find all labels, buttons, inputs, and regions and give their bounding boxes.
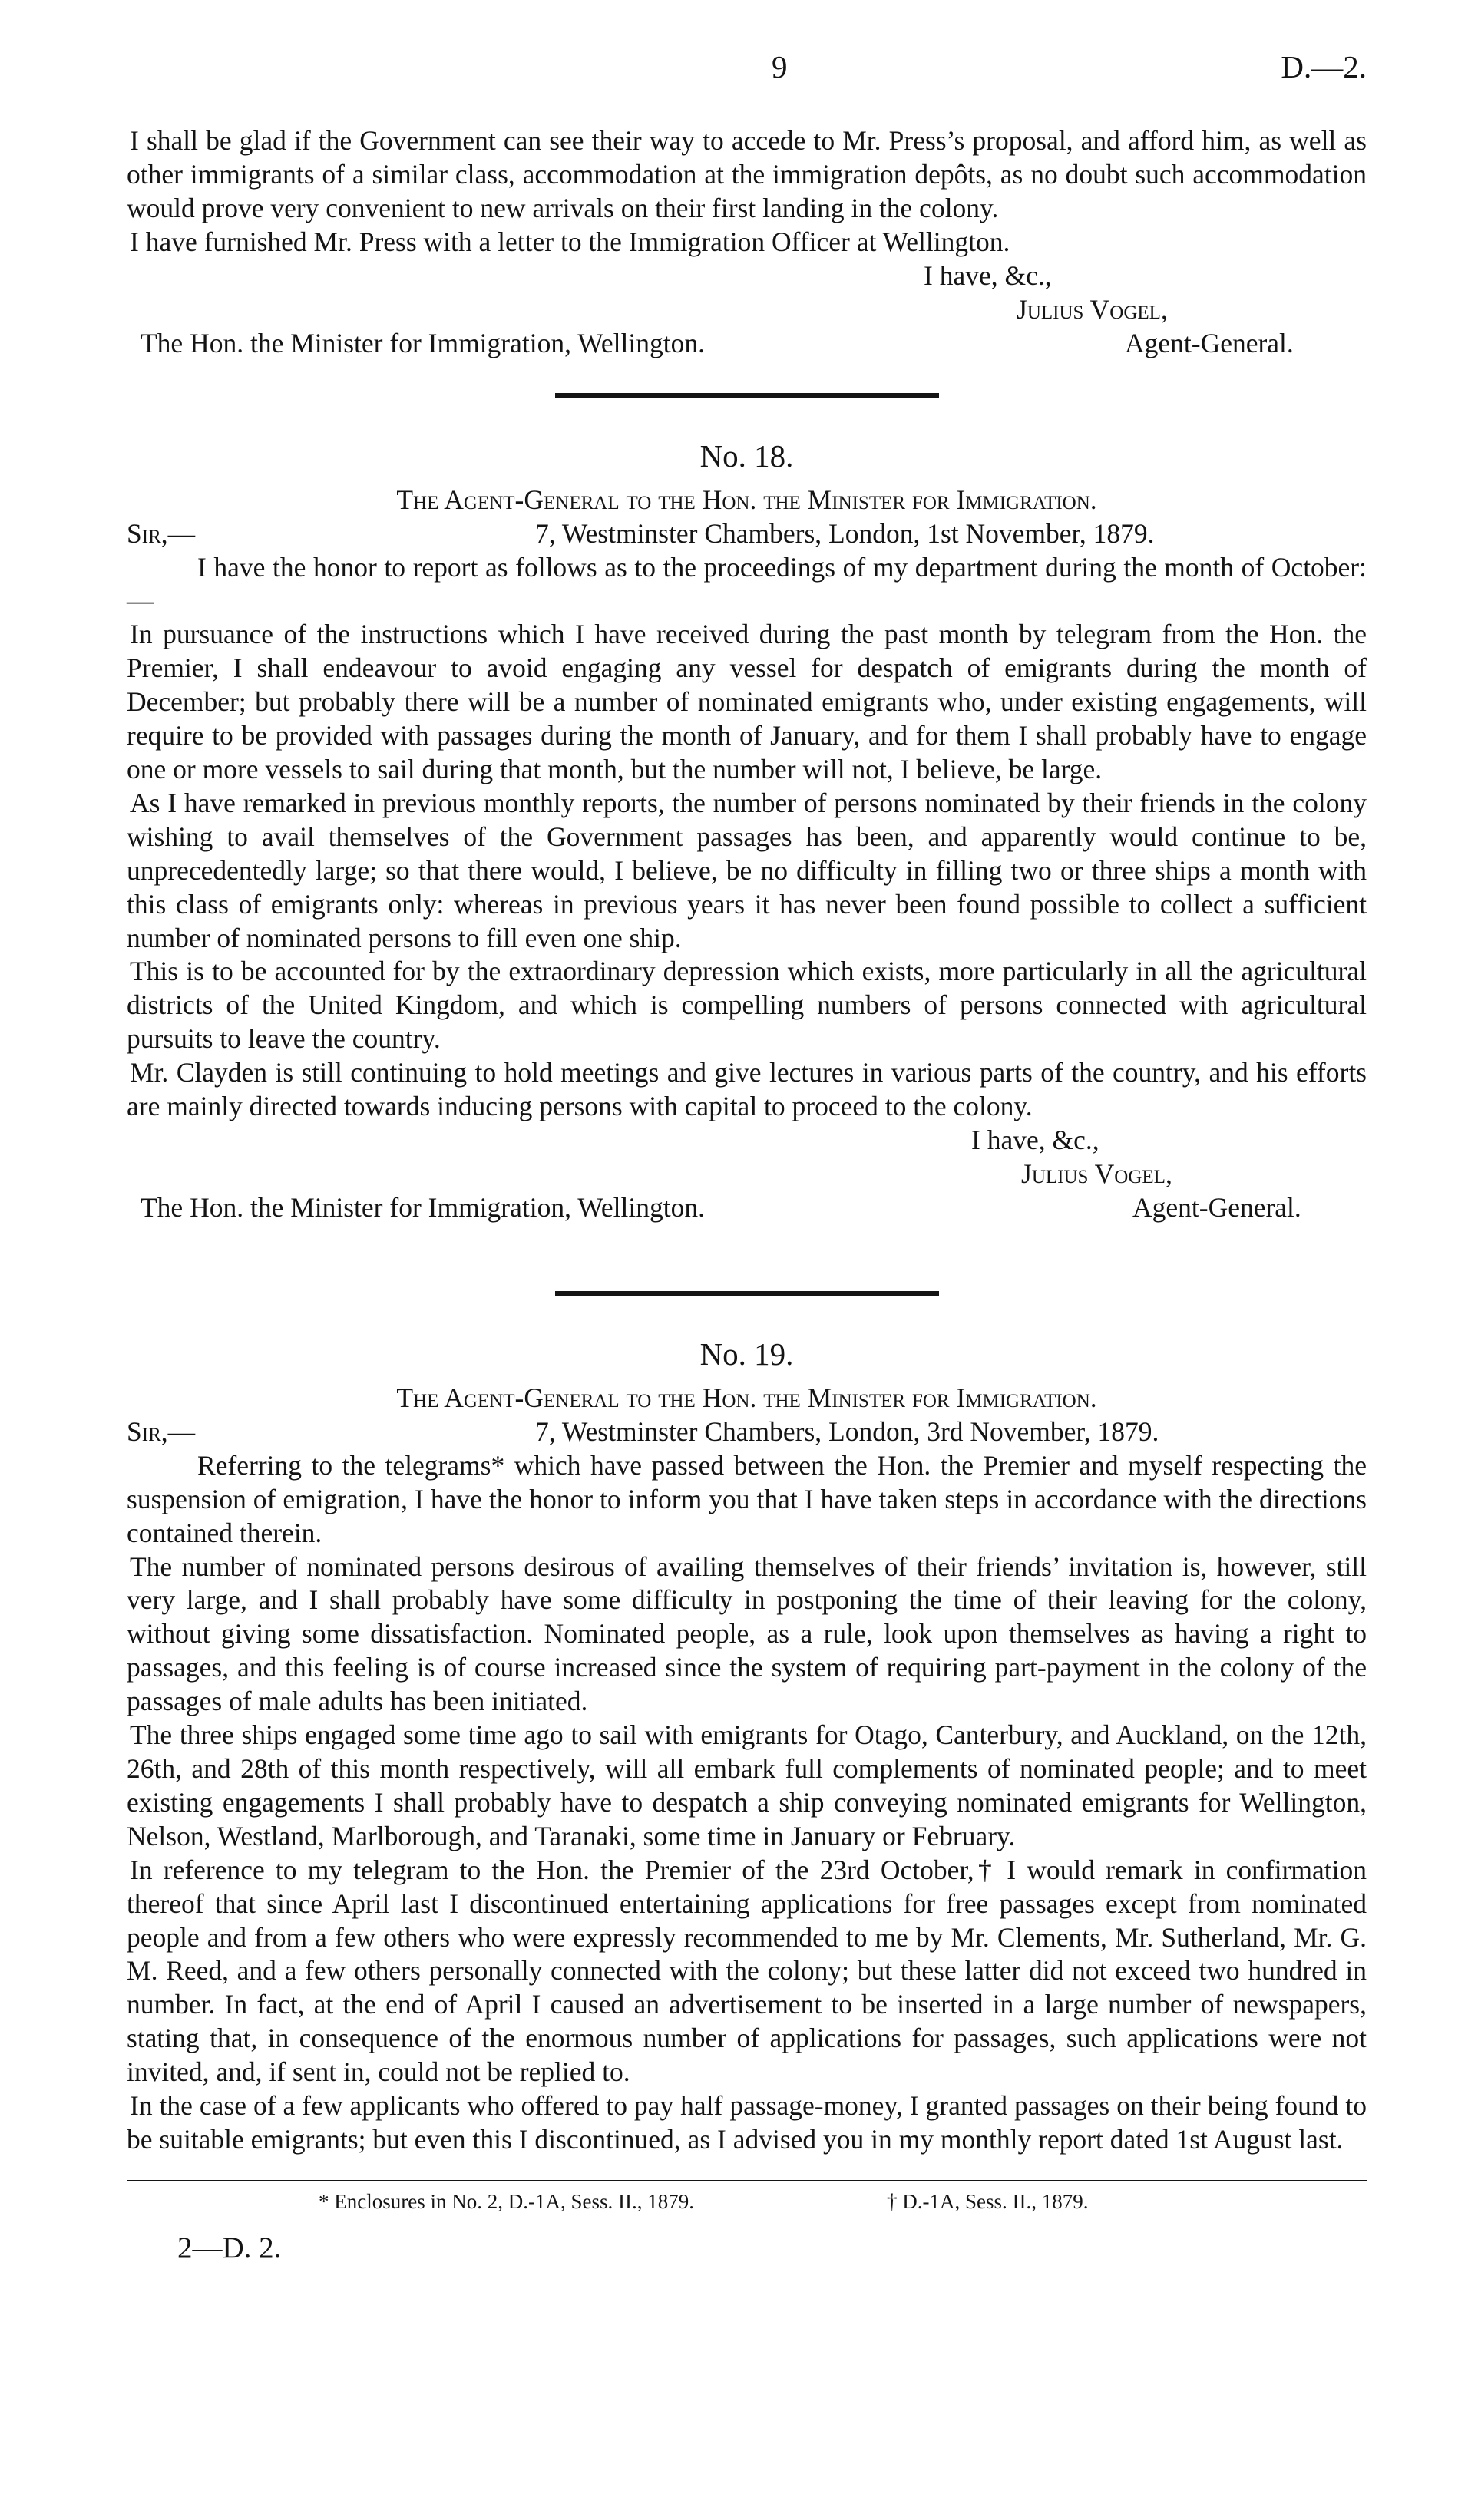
paragraph: As I have remarked in previous monthly reports, the number of persons nominated by their friends in the colony wishing to avail themselves of the Government passages has been, and apparently would continue to be, unprecedentedly large; so that there would, I believe, be no difficulty in filling two or three ships a month with this class of emigrants only: whereas in previous years it has never been found possible to collect a sufficient number of nominated persons to fill even one ship. [127, 787, 1367, 953]
paragraph: In pursuance of the instructions which I have received during the past month by telegram from the Hon. the Premier, I shall endeavour to avoid engaging any vessel for despatch of emigrants during the month of December; but probably there will be a number of nominated emigrants who, under existing engagements, will require to be provided with passages during the month of January, and for them I shall probably have to engage one or more vessels to sail during that month, but the number will not, I believe, be large. [127, 619, 1367, 784]
page-header [127, 51, 1367, 91]
letter-number: No. 18. [699, 438, 794, 474]
letter-no-18 [127, 436, 1367, 1259]
document-reference: D.—2. [1281, 49, 1367, 84]
letter-heading: The Agent-General to the Hon. the Minister for Immigration. [396, 1382, 1097, 1413]
addressee: The Hon. the Minister for Immigration, Wellington. [141, 327, 705, 358]
salutation: Sir,— [127, 1415, 196, 1447]
paragraph: Referring to the telegrams* which have passed between the Hon. the Premier and myself respecting the suspension of emigration, I have the honor to inform you that I have taken steps in accordance with the directions contained therein. [127, 1449, 1367, 1548]
paragraph: I have furnished Mr. Press with a letter to the Immigration Officer at Wellington. [130, 226, 1010, 257]
sender-address: 7, Westminster Chambers, London, 1st November, 1879. [535, 517, 1155, 549]
paragraph: Mr. Clayden is still continuing to hold meetings and give lectures in various parts of the country, and his efforts are mainly directed towards inducing persons with capital to proceed to the colony. [127, 1057, 1367, 1122]
paragraph: The number of nominated persons desirous of availing themselves of their friends’ invitation is, however, still very large, and I shall probably have some difficulty in postponing the time of their leaving for the colony, without giving some dissatisfaction. Nominated people, as a rule, look upon themselves as having a right to passages, and this feeling is of course increased since the system of requiring part-payment in the colony of the passages of male adults has been initiated. [127, 1551, 1367, 1717]
signature-block [127, 1124, 1367, 1259]
addressee: The Hon. the Minister for Immigration, Wellington. [141, 1191, 705, 1223]
letter-no-19 [127, 1334, 1367, 2157]
paragraph: The three ships engaged some time ago to sail with emigrants for Otago, Canterbury, and Auckland, on the 12th, 26th, and 28th of this month respectively, will all embark full complements of nominated people; and to meet existing engagements I shall probably have to despatch a ship conveying nominated emigrants for Wellington, Nelson, Westland, Marlborough, and Taranaki, some time in January or February. [127, 1719, 1367, 1851]
section-divider [555, 393, 939, 398]
paragraph: In the case of a few applicants who offered to pay half passage-money, I granted passages on their being found to be suitable emigrants; but even this I discontinued, as I advised you in my monthly report dated 1st August last. [127, 2090, 1367, 2155]
footnote: † D.-1A, Sess. II., 1879. [887, 2189, 1089, 2213]
closing: I have, &c., [924, 259, 1052, 291]
salutation: Sir,— [127, 517, 196, 549]
previous-letter-continuation [127, 124, 1367, 361]
sheet-signature-mark: 2—D. 2. [177, 2231, 282, 2264]
signature-block [127, 259, 1367, 361]
section-divider [555, 1291, 939, 1296]
footnotes [127, 2181, 1367, 2214]
paragraph: This is to be accounted for by the extraordinary depression which exists, more particularly in all the agricultural districts of the United Kingdom, and which is compelling numbers of persons connected with agricultural pursuits to leave the country. [127, 956, 1367, 1055]
closing: I have, &c., [971, 1124, 1099, 1155]
page-number: 9 [772, 49, 788, 84]
paragraph: In reference to my telegram to the Hon. the Premier of the 23rd October,† I would remark in confirmation thereof that since April last I discontinued entertaining applications for free passages except from nominated people and from a few others who were expressly recommended to me by Mr. Clements, Mr. Sutherland, Mr. G. M. Reed, and a few others personally connected with the colony; but these latter did not exceed two hundred in number. In fact, at the end of April I caused an advertisement to be inserted in a large number of newspapers, stating that, in consequence of the enormous number of applications for passages, such applications were not invited, and, if sent in, could not be replied to. [127, 1854, 1367, 2088]
footnote: * Enclosures in No. 2, D.-1A, Sess. II., 1879. [319, 2189, 694, 2213]
signer-title: Agent-General. [1125, 327, 1294, 358]
signature: Julius Vogel, [1021, 1158, 1172, 1189]
paragraph: I have the honor to report as follows as to the proceedings of my department during the month of October:— [127, 551, 1367, 616]
paragraph: I shall be glad if the Government can see their way to accede to Mr. Press’s proposal, and afford him, as well as other immigrants of a similar class, accommodation at the immigration depôts, as no doubt such accommodation would prove very convenient to new arrivals on their first landing in the colony. [127, 125, 1367, 223]
salutation-line [127, 1415, 1367, 1449]
letter-number: No. 19. [699, 1336, 794, 1372]
sender-address: 7, Westminster Chambers, London, 3rd November, 1879. [535, 1415, 1159, 1447]
signer-title: Agent-General. [1132, 1191, 1301, 1223]
salutation-line [127, 517, 1367, 551]
letter-heading: The Agent-General to the Hon. the Minister for Immigration. [396, 484, 1097, 515]
signature: Julius Vogel, [1017, 293, 1168, 325]
